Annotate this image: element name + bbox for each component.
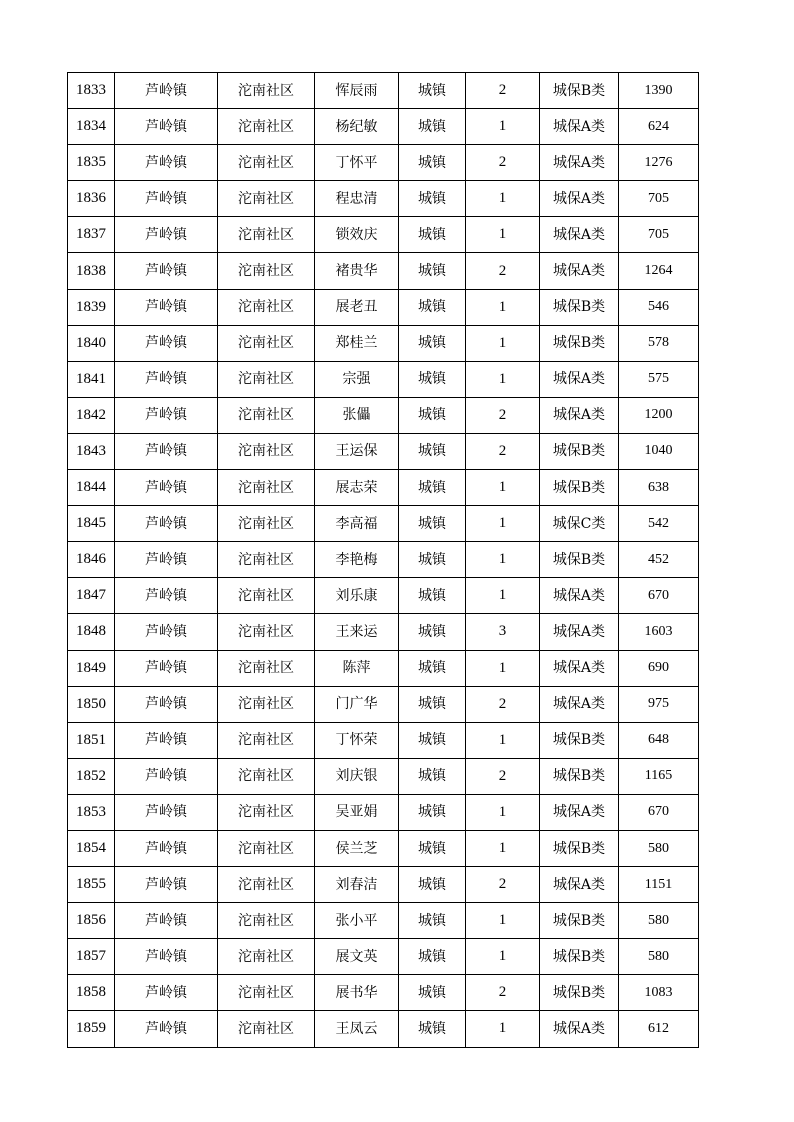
- community-cell: 沱南社区: [218, 325, 315, 361]
- residence-type-cell: 城镇: [399, 506, 466, 542]
- town-cell: 芦岭镇: [115, 1011, 218, 1047]
- residence-type-cell: 城镇: [399, 253, 466, 289]
- residence-type-cell: 城镇: [399, 433, 466, 469]
- household-count-cell: 1: [466, 650, 540, 686]
- row-number-cell: 1837: [68, 217, 115, 253]
- table-row: [68, 109, 699, 145]
- household-count-cell: 1: [466, 542, 540, 578]
- residence-type-cell: 城镇: [399, 217, 466, 253]
- amount-cell: 705: [619, 181, 699, 217]
- amount-cell: 580: [619, 830, 699, 866]
- row-number-cell: 1853: [68, 794, 115, 830]
- household-count-cell: 2: [466, 145, 540, 181]
- table-row: [68, 867, 699, 903]
- amount-cell: 1264: [619, 253, 699, 289]
- table-row: [68, 181, 699, 217]
- residence-type-cell: 城镇: [399, 289, 466, 325]
- person-name-cell: 王凤云: [315, 1011, 399, 1047]
- table-row: [68, 686, 699, 722]
- household-count-cell: 2: [466, 975, 540, 1011]
- person-name-cell: 张小平: [315, 903, 399, 939]
- amount-cell: 1040: [619, 433, 699, 469]
- row-number-cell: 1845: [68, 506, 115, 542]
- amount-cell: 1165: [619, 758, 699, 794]
- household-count-cell: 3: [466, 614, 540, 650]
- insurance-category-cell: 城保C类: [540, 506, 619, 542]
- amount-cell: 1151: [619, 867, 699, 903]
- community-cell: 沱南社区: [218, 830, 315, 866]
- amount-cell: 1276: [619, 145, 699, 181]
- amount-cell: 580: [619, 903, 699, 939]
- person-name-cell: 丁怀平: [315, 145, 399, 181]
- insurance-category-cell: 城保A类: [540, 578, 619, 614]
- community-cell: 沱南社区: [218, 433, 315, 469]
- household-count-cell: 1: [466, 903, 540, 939]
- community-cell: 沱南社区: [218, 650, 315, 686]
- residence-type-cell: 城镇: [399, 867, 466, 903]
- row-number-cell: 1854: [68, 830, 115, 866]
- household-count-cell: 1: [466, 794, 540, 830]
- person-name-cell: 程忠清: [315, 181, 399, 217]
- residence-type-cell: 城镇: [399, 109, 466, 145]
- person-name-cell: 刘庆银: [315, 758, 399, 794]
- amount-cell: 1390: [619, 73, 699, 109]
- community-cell: 沱南社区: [218, 289, 315, 325]
- table-row: [68, 722, 699, 758]
- household-count-cell: 1: [466, 470, 540, 506]
- person-name-cell: 展志荣: [315, 470, 399, 506]
- residence-type-cell: 城镇: [399, 614, 466, 650]
- household-count-cell: 2: [466, 867, 540, 903]
- amount-cell: 648: [619, 722, 699, 758]
- table-row: [68, 470, 699, 506]
- amount-cell: 670: [619, 578, 699, 614]
- person-name-cell: 王运保: [315, 433, 399, 469]
- row-number-cell: 1835: [68, 145, 115, 181]
- amount-cell: 1603: [619, 614, 699, 650]
- row-number-cell: 1851: [68, 722, 115, 758]
- table-row: [68, 614, 699, 650]
- town-cell: 芦岭镇: [115, 975, 218, 1011]
- household-count-cell: 2: [466, 73, 540, 109]
- row-number-cell: 1849: [68, 650, 115, 686]
- household-count-cell: 1: [466, 325, 540, 361]
- residence-type-cell: 城镇: [399, 578, 466, 614]
- residence-type-cell: 城镇: [399, 975, 466, 1011]
- town-cell: 芦岭镇: [115, 722, 218, 758]
- person-name-cell: 杨纪敏: [315, 109, 399, 145]
- town-cell: 芦岭镇: [115, 614, 218, 650]
- amount-cell: 612: [619, 1011, 699, 1047]
- insurance-category-cell: 城保A类: [540, 650, 619, 686]
- household-count-cell: 2: [466, 253, 540, 289]
- person-name-cell: 褚贵华: [315, 253, 399, 289]
- town-cell: 芦岭镇: [115, 217, 218, 253]
- insurance-category-cell: 城保A类: [540, 361, 619, 397]
- household-count-cell: 1: [466, 181, 540, 217]
- insurance-category-cell: 城保B类: [540, 939, 619, 975]
- insurance-category-cell: 城保A类: [540, 397, 619, 433]
- insurance-category-cell: 城保B类: [540, 722, 619, 758]
- person-name-cell: 张儡: [315, 397, 399, 433]
- row-number-cell: 1844: [68, 470, 115, 506]
- insurance-category-cell: 城保A类: [540, 181, 619, 217]
- residence-type-cell: 城镇: [399, 722, 466, 758]
- person-name-cell: 李艳梅: [315, 542, 399, 578]
- amount-cell: 578: [619, 325, 699, 361]
- insurance-category-cell: 城保B类: [540, 73, 619, 109]
- row-number-cell: 1840: [68, 325, 115, 361]
- community-cell: 沱南社区: [218, 145, 315, 181]
- person-name-cell: 侯兰芝: [315, 830, 399, 866]
- household-count-cell: 1: [466, 830, 540, 866]
- town-cell: 芦岭镇: [115, 145, 218, 181]
- community-cell: 沱南社区: [218, 975, 315, 1011]
- insurance-category-cell: 城保B类: [540, 975, 619, 1011]
- row-number-cell: 1846: [68, 542, 115, 578]
- town-cell: 芦岭镇: [115, 289, 218, 325]
- amount-cell: 975: [619, 686, 699, 722]
- table-row: [68, 903, 699, 939]
- table-row: [68, 650, 699, 686]
- residence-type-cell: 城镇: [399, 758, 466, 794]
- residence-type-cell: 城镇: [399, 73, 466, 109]
- insurance-category-cell: 城保A类: [540, 109, 619, 145]
- community-cell: 沱南社区: [218, 686, 315, 722]
- table-row: [68, 289, 699, 325]
- roster-body: [68, 73, 699, 1048]
- amount-cell: 1200: [619, 397, 699, 433]
- household-count-cell: 1: [466, 217, 540, 253]
- row-number-cell: 1850: [68, 686, 115, 722]
- person-name-cell: 展老丑: [315, 289, 399, 325]
- town-cell: 芦岭镇: [115, 650, 218, 686]
- row-number-cell: 1848: [68, 614, 115, 650]
- table-row: [68, 217, 699, 253]
- community-cell: 沱南社区: [218, 361, 315, 397]
- row-number-cell: 1843: [68, 433, 115, 469]
- residence-type-cell: 城镇: [399, 397, 466, 433]
- residence-type-cell: 城镇: [399, 145, 466, 181]
- amount-cell: 1083: [619, 975, 699, 1011]
- residence-type-cell: 城镇: [399, 794, 466, 830]
- insurance-category-cell: 城保A类: [540, 253, 619, 289]
- table-row: [68, 830, 699, 866]
- amount-cell: 705: [619, 217, 699, 253]
- table-row: [68, 794, 699, 830]
- table-row: [68, 578, 699, 614]
- person-name-cell: 展文英: [315, 939, 399, 975]
- person-name-cell: 恽辰雨: [315, 73, 399, 109]
- amount-cell: 670: [619, 794, 699, 830]
- row-number-cell: 1839: [68, 289, 115, 325]
- residence-type-cell: 城镇: [399, 939, 466, 975]
- row-number-cell: 1857: [68, 939, 115, 975]
- household-count-cell: 2: [466, 397, 540, 433]
- household-count-cell: 1: [466, 939, 540, 975]
- residence-type-cell: 城镇: [399, 830, 466, 866]
- community-cell: 沱南社区: [218, 794, 315, 830]
- household-count-cell: 2: [466, 433, 540, 469]
- insurance-category-cell: 城保A类: [540, 686, 619, 722]
- residence-type-cell: 城镇: [399, 650, 466, 686]
- row-number-cell: 1834: [68, 109, 115, 145]
- household-count-cell: 1: [466, 1011, 540, 1047]
- table-row: [68, 73, 699, 109]
- residence-type-cell: 城镇: [399, 325, 466, 361]
- person-name-cell: 郑桂兰: [315, 325, 399, 361]
- amount-cell: 452: [619, 542, 699, 578]
- roster-table: [67, 72, 699, 1048]
- table-row: [68, 758, 699, 794]
- town-cell: 芦岭镇: [115, 397, 218, 433]
- row-number-cell: 1833: [68, 73, 115, 109]
- row-number-cell: 1859: [68, 1011, 115, 1047]
- insurance-category-cell: 城保A类: [540, 794, 619, 830]
- person-name-cell: 宗强: [315, 361, 399, 397]
- town-cell: 芦岭镇: [115, 506, 218, 542]
- table-row: [68, 506, 699, 542]
- person-name-cell: 王来运: [315, 614, 399, 650]
- community-cell: 沱南社区: [218, 397, 315, 433]
- person-name-cell: 刘春洁: [315, 867, 399, 903]
- insurance-category-cell: 城保B类: [540, 758, 619, 794]
- town-cell: 芦岭镇: [115, 325, 218, 361]
- community-cell: 沱南社区: [218, 578, 315, 614]
- table-row: [68, 361, 699, 397]
- household-count-cell: 2: [466, 686, 540, 722]
- community-cell: 沱南社区: [218, 253, 315, 289]
- amount-cell: 690: [619, 650, 699, 686]
- household-count-cell: 1: [466, 289, 540, 325]
- insurance-category-cell: 城保B类: [540, 542, 619, 578]
- community-cell: 沱南社区: [218, 217, 315, 253]
- amount-cell: 624: [619, 109, 699, 145]
- community-cell: 沱南社区: [218, 758, 315, 794]
- town-cell: 芦岭镇: [115, 542, 218, 578]
- table-row: [68, 145, 699, 181]
- town-cell: 芦岭镇: [115, 109, 218, 145]
- person-name-cell: 吴亚娟: [315, 794, 399, 830]
- insurance-category-cell: 城保B类: [540, 830, 619, 866]
- row-number-cell: 1838: [68, 253, 115, 289]
- person-name-cell: 展书华: [315, 975, 399, 1011]
- town-cell: 芦岭镇: [115, 433, 218, 469]
- community-cell: 沱南社区: [218, 1011, 315, 1047]
- table-row: [68, 433, 699, 469]
- community-cell: 沱南社区: [218, 722, 315, 758]
- community-cell: 沱南社区: [218, 939, 315, 975]
- town-cell: 芦岭镇: [115, 686, 218, 722]
- town-cell: 芦岭镇: [115, 578, 218, 614]
- community-cell: 沱南社区: [218, 614, 315, 650]
- residence-type-cell: 城镇: [399, 903, 466, 939]
- residence-type-cell: 城镇: [399, 470, 466, 506]
- insurance-category-cell: 城保A类: [540, 1011, 619, 1047]
- table-row: [68, 975, 699, 1011]
- table-row: [68, 325, 699, 361]
- household-count-cell: 1: [466, 506, 540, 542]
- row-number-cell: 1855: [68, 867, 115, 903]
- town-cell: 芦岭镇: [115, 181, 218, 217]
- insurance-category-cell: 城保A类: [540, 614, 619, 650]
- insurance-category-cell: 城保B类: [540, 470, 619, 506]
- town-cell: 芦岭镇: [115, 867, 218, 903]
- row-number-cell: 1842: [68, 397, 115, 433]
- community-cell: 沱南社区: [218, 181, 315, 217]
- insurance-category-cell: 城保A类: [540, 867, 619, 903]
- household-count-cell: 1: [466, 722, 540, 758]
- insurance-category-cell: 城保A类: [540, 145, 619, 181]
- town-cell: 芦岭镇: [115, 794, 218, 830]
- town-cell: 芦岭镇: [115, 361, 218, 397]
- amount-cell: 638: [619, 470, 699, 506]
- amount-cell: 546: [619, 289, 699, 325]
- community-cell: 沱南社区: [218, 109, 315, 145]
- table-row: [68, 1011, 699, 1047]
- table-row: [68, 253, 699, 289]
- row-number-cell: 1856: [68, 903, 115, 939]
- insurance-category-cell: 城保A类: [540, 217, 619, 253]
- amount-cell: 575: [619, 361, 699, 397]
- row-number-cell: 1852: [68, 758, 115, 794]
- community-cell: 沱南社区: [218, 903, 315, 939]
- person-name-cell: 李高福: [315, 506, 399, 542]
- community-cell: 沱南社区: [218, 542, 315, 578]
- person-name-cell: 刘乐康: [315, 578, 399, 614]
- person-name-cell: 丁怀荣: [315, 722, 399, 758]
- row-number-cell: 1858: [68, 975, 115, 1011]
- table-row: [68, 542, 699, 578]
- insurance-category-cell: 城保B类: [540, 289, 619, 325]
- table-row: [68, 939, 699, 975]
- household-count-cell: 1: [466, 578, 540, 614]
- row-number-cell: 1847: [68, 578, 115, 614]
- community-cell: 沱南社区: [218, 470, 315, 506]
- community-cell: 沱南社区: [218, 73, 315, 109]
- residence-type-cell: 城镇: [399, 181, 466, 217]
- residence-type-cell: 城镇: [399, 686, 466, 722]
- insurance-category-cell: 城保B类: [540, 325, 619, 361]
- amount-cell: 542: [619, 506, 699, 542]
- town-cell: 芦岭镇: [115, 939, 218, 975]
- residence-type-cell: 城镇: [399, 361, 466, 397]
- town-cell: 芦岭镇: [115, 73, 218, 109]
- residence-type-cell: 城镇: [399, 542, 466, 578]
- town-cell: 芦岭镇: [115, 758, 218, 794]
- row-number-cell: 1836: [68, 181, 115, 217]
- amount-cell: 580: [619, 939, 699, 975]
- row-number-cell: 1841: [68, 361, 115, 397]
- insurance-category-cell: 城保B类: [540, 433, 619, 469]
- town-cell: 芦岭镇: [115, 903, 218, 939]
- table-row: [68, 397, 699, 433]
- household-count-cell: 1: [466, 109, 540, 145]
- town-cell: 芦岭镇: [115, 253, 218, 289]
- town-cell: 芦岭镇: [115, 470, 218, 506]
- community-cell: 沱南社区: [218, 867, 315, 903]
- household-count-cell: 1: [466, 361, 540, 397]
- person-name-cell: 陈萍: [315, 650, 399, 686]
- household-count-cell: 2: [466, 758, 540, 794]
- person-name-cell: 门广华: [315, 686, 399, 722]
- person-name-cell: 锁效庆: [315, 217, 399, 253]
- community-cell: 沱南社区: [218, 506, 315, 542]
- residence-type-cell: 城镇: [399, 1011, 466, 1047]
- insurance-category-cell: 城保B类: [540, 903, 619, 939]
- town-cell: 芦岭镇: [115, 830, 218, 866]
